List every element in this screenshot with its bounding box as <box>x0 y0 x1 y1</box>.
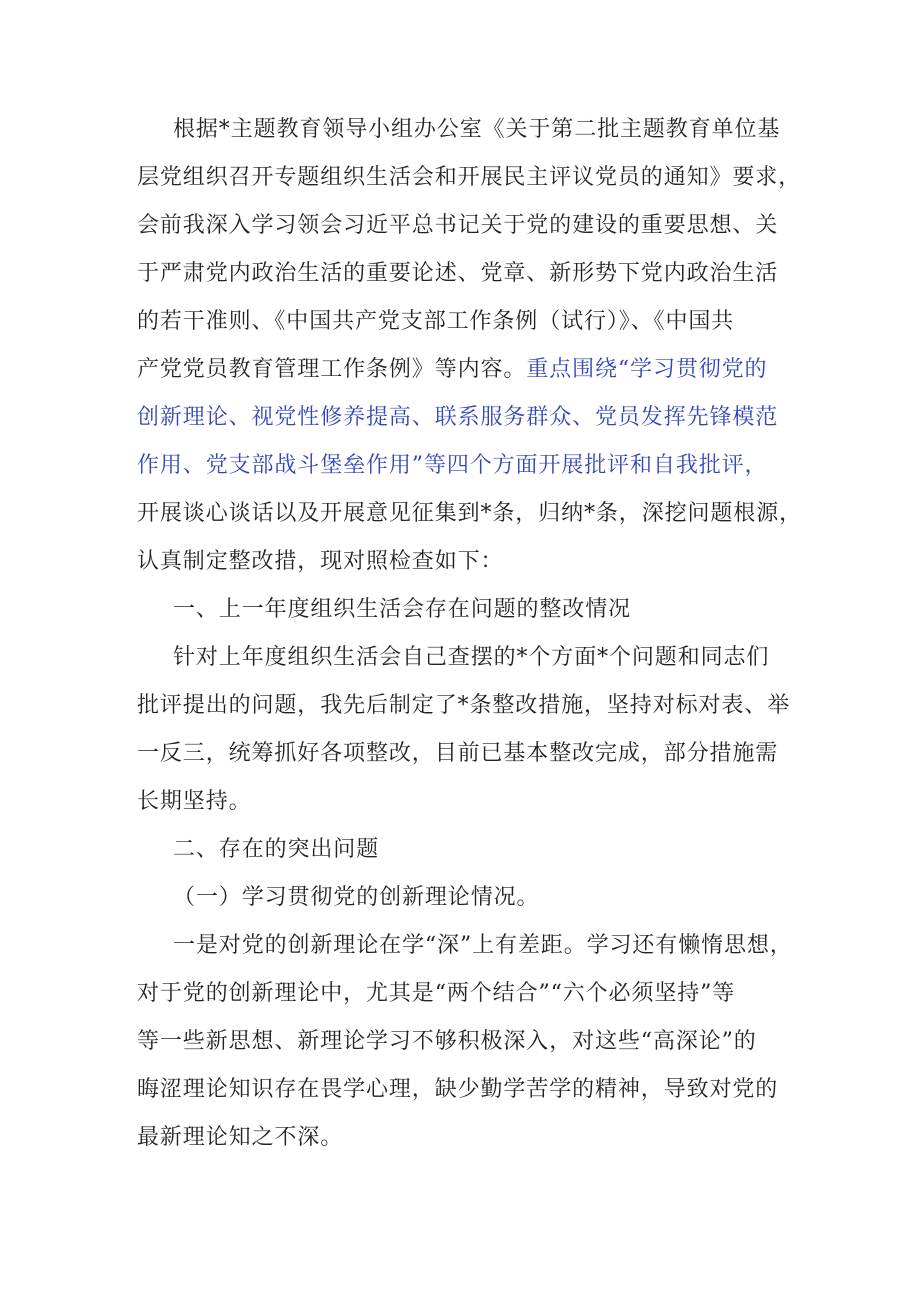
section-heading: 一、上一年度组织生活会存在问题的整改情况 <box>173 597 632 622</box>
paragraph-line-mixed <box>137 346 797 394</box>
paragraph-line: 针对上年度组织生活会自己查摆的*个方面*个问题和同志们 <box>173 645 770 670</box>
document-body <box>137 106 803 1162</box>
paragraph-line: 一是对党的创新理论在学“深”上有差距。学习还有懒惰思想， <box>173 933 793 958</box>
paragraph-line: 最新理论知之不深。 <box>137 1125 344 1150</box>
paragraph-line: 的若干准则、《中国共产党支部工作条例（试行）》、《中国共 <box>137 309 735 334</box>
section-heading: 二、存在的突出问题 <box>173 837 380 862</box>
paragraph-line: 于严肃党内政治生活的重要论述、党章、新形势下党内政治生活 <box>137 261 779 286</box>
paragraph-line: 等一些新思想、新理论学习不够积极深入，对这些“高深论”的 <box>137 1029 757 1054</box>
section-2 <box>137 826 797 1162</box>
paragraph-line: 批评提出的问题，我先后制定了*条整改措施，坚持对标对表、举 <box>137 693 791 718</box>
highlighted-line: 创新理论、视党性修养提高、联系服务群众、党员发挥先锋模范 <box>137 405 779 430</box>
highlighted-text: 重点围绕“学习贯彻党的 <box>526 357 768 382</box>
paragraph-line: 对于党的创新理论中，尤其是“两个结合”“六个必须坚持”等 <box>137 981 736 1006</box>
paragraph-line: 长期坚持。 <box>137 789 252 814</box>
section-1 <box>137 586 797 826</box>
subsection-heading: （一）学习贯彻党的创新理论情况。 <box>173 885 540 910</box>
highlighted-line: 作用、党支部战斗堡垒作用”等四个方面开展批评和自我批评， <box>137 453 768 478</box>
paragraph-text: 产党党员教育管理工作条例》等内容。 <box>137 357 527 382</box>
paragraph-line: 一反三，统筹抓好各项整改，目前已基本整改完成，部分措施需 <box>137 741 779 766</box>
paragraph-line: 开展谈心谈话以及开展意见征集到*条，归纳*条，深挖问题根源， <box>137 501 803 526</box>
paragraph-line: 根据*主题教育领导小组办公室《关于第二批主题教育单位基 <box>173 117 781 142</box>
paragraph-line: 认真制定整改措，现对照检查如下： <box>137 549 504 574</box>
paragraph-line: 层党组织召开专题组织生活会和开展民主评议党员的通知》要求， <box>137 165 802 190</box>
paragraph-line: 会前我深入学习领会习近平总书记关于党的建设的重要思想、关 <box>137 213 779 238</box>
paragraph-line: 晦涩理论知识存在畏学心理，缺少勤学苦学的精神，导致对党的 <box>137 1077 779 1102</box>
intro-paragraph <box>137 106 803 586</box>
